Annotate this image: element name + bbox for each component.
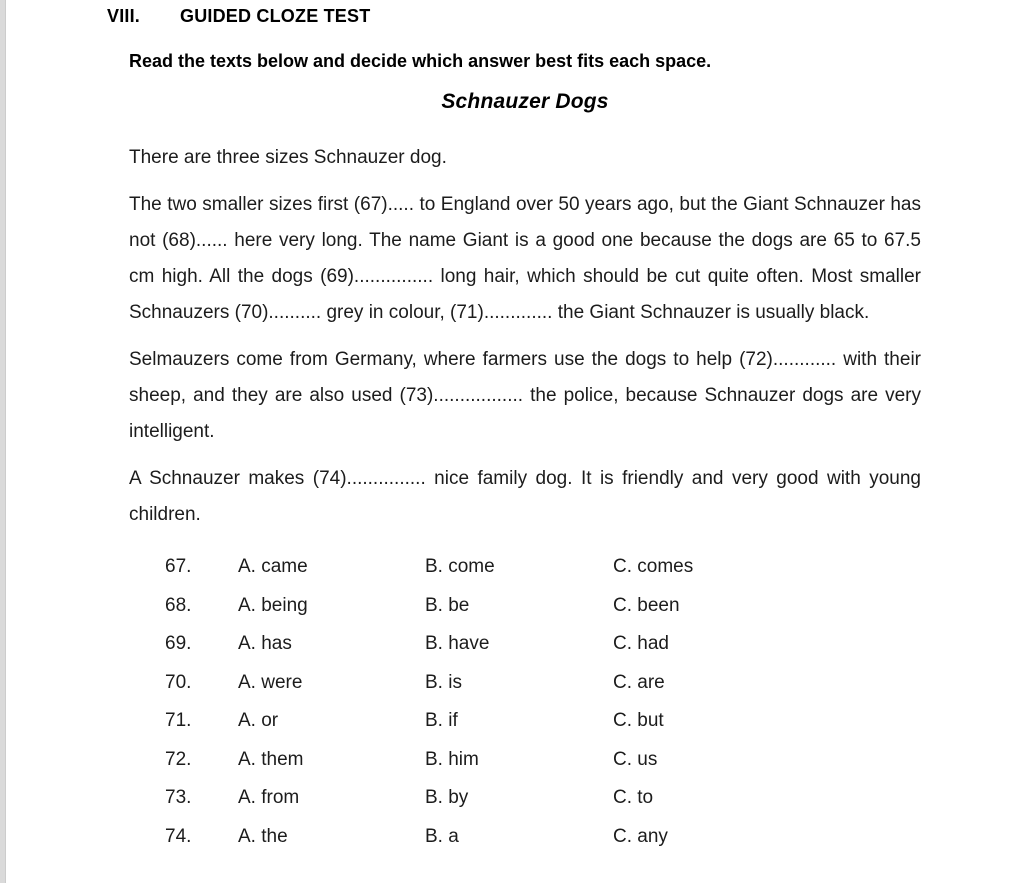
answer-number: 72.	[165, 748, 192, 770]
answer-option-a: A. them	[238, 748, 304, 770]
answer-option-c: C. but	[613, 710, 664, 732]
passage-paragraph: There are three sizes Schnauzer dog.	[129, 147, 447, 168]
answer-option-b: B. have	[425, 633, 490, 655]
answer-number: 67.	[165, 556, 192, 578]
answer-option-a: A. or	[238, 710, 279, 732]
passage-paragraph: A Schnauzer makes (74)............... nice family dog. It is friendly and very good with young children.	[129, 468, 921, 525]
answer-number: 70.	[165, 671, 192, 693]
passage-title: Schnauzer Dogs	[441, 90, 609, 113]
answer-option-b: B. a	[425, 825, 459, 847]
answer-option-c: C. been	[613, 594, 680, 616]
answer-row	[165, 587, 921, 626]
answer-option-b: B. by	[425, 787, 469, 809]
answer-option-c: C. comes	[613, 556, 694, 578]
answer-option-c: C. had	[613, 633, 669, 655]
answer-option-a: A. has	[238, 633, 292, 655]
section-title: GUIDED CLOZE TEST	[180, 6, 371, 26]
answer-option-a: A. from	[238, 787, 300, 809]
answer-row	[165, 625, 921, 664]
answer-option-b: B. come	[425, 556, 495, 578]
answer-option-b: B. him	[425, 748, 479, 770]
answer-number: 71.	[165, 710, 192, 732]
answer-option-c: C. are	[613, 671, 665, 693]
answer-row	[165, 664, 921, 703]
answer-option-b: B. if	[425, 710, 458, 732]
answer-option-a: A. came	[238, 556, 308, 578]
answer-option-a: A. the	[238, 825, 288, 847]
passage-paragraph: Selmauzers come from Germany, where farmers use the dogs to help (72)............ with their sheep, and they are also used (73)................. the police, because Schnauzer dogs are very intelligent.	[129, 349, 921, 442]
passage	[129, 140, 921, 533]
instruction-text: Read the texts below and decide which answer best fits each space.	[129, 51, 712, 71]
answer-number: 69.	[165, 633, 192, 655]
answer-option-a: A. being	[238, 594, 308, 616]
answer-number: 68.	[165, 594, 192, 616]
answer-option-c: C. us	[613, 748, 658, 770]
answer-row	[165, 741, 921, 780]
answer-option-a: A. were	[238, 671, 303, 693]
answer-option-b: B. be	[425, 594, 470, 616]
answer-row	[165, 702, 921, 741]
answer-number: 73.	[165, 787, 192, 809]
answer-row	[165, 548, 921, 587]
answer-option-c: C. to	[613, 787, 654, 809]
answer-option-b: B. is	[425, 671, 462, 693]
answer-number: 74.	[165, 825, 192, 847]
section-header	[107, 6, 921, 27]
answer-row	[165, 779, 921, 818]
section-number: VIII.	[107, 6, 141, 26]
answer-table	[165, 548, 921, 856]
passage-paragraph: The two smaller sizes first (67)..... to England over 50 years ago, but the Giant Schnauzer has not (68)...... here very long. The name Giant is a good one because the dogs are 65 to 67.5 cm high. All the dogs (69)............... long hair, which should be cut quite often. Most smaller Schnauzers (70).......... grey in colour, (71)............. the Giant Schnauzer is usually black.	[129, 194, 921, 323]
answer-row	[165, 818, 921, 857]
answer-option-c: C. any	[613, 825, 668, 847]
